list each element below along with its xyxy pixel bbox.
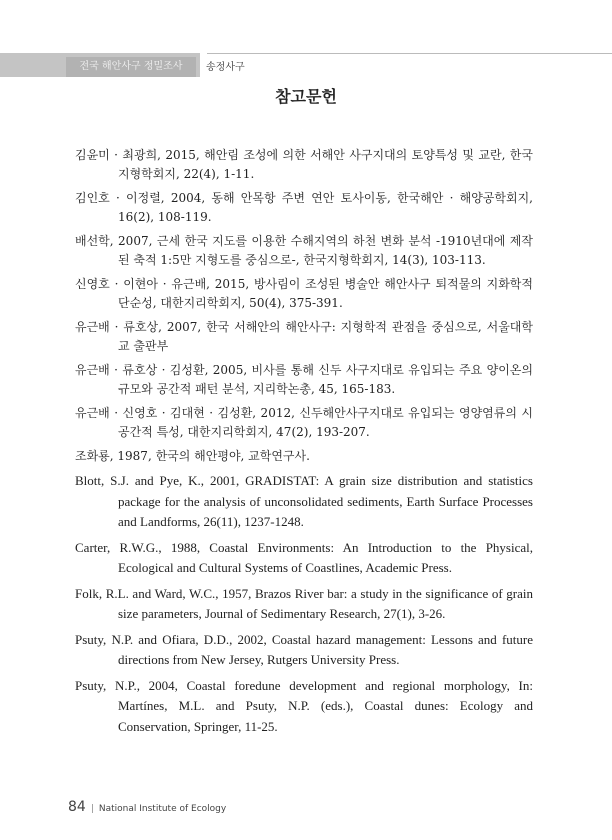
page-title: 참고문헌 — [275, 87, 337, 106]
reference-item: 유근배 · 신영호 · 김대현 · 김성환, 2012, 신두해안사구지대로 유입되는 영양염류의 시공간적 특성, 대한지리학회지, 47(2), 193-207. — [75, 406, 533, 439]
reference-item: 조화룡, 1987, 한국의 해안평야, 교학연구사. — [75, 449, 310, 463]
section-title: 송정사구 — [206, 62, 245, 73]
reference-item: 김인호 · 이정렬, 2004, 동해 안목항 주변 연안 토사이동, 한국해안 · 해양공학회지, 16(2), 108-119. — [75, 191, 533, 224]
reference-item: Psuty, N.P., 2004, Coastal foredune development and regional morphology, In: Martínes, M.L. and Psuty, N.P. (eds.), Coastal dunes: Ecology and Conservation, Springer, 11-25. — [75, 677, 533, 734]
reference-item: 유근배 · 류호상 · 김성환, 2005, 비사를 통해 신두 사구지대로 유입되는 주요 양이온의 규모와 공간적 패턴 분석, 지리학논총, 45, 165-183. — [75, 363, 533, 396]
reference-item: Blott, S.J. and Pye, K., 2001, GRADISTAT: A grain size distribution and statistics package for the analysis of unconsolidated sediments, Earth Surface Processes and Landforms, 26(11), 1237-1248. — [75, 473, 533, 529]
page-content — [68, 146, 533, 818]
reference-item: 김윤미 · 최광희, 2015, 해안림 조성에 의한 서해안 사구지대의 토양특성 및 교란, 한국지형학회지, 22(4), 1-11. — [75, 148, 533, 181]
reference-item: 신영호 · 이현아 · 유근배, 2015, 방사림이 조성된 병술안 해안사구 퇴적물의 지화학적 단순성, 대한지리학회지, 50(4), 375-391. — [75, 277, 533, 310]
reference-item: 유근배 · 류호상, 2007, 한국 서해안의 해안사구: 지형학적 관점을 중심으로, 서울대학교 출판부 — [75, 320, 533, 353]
footer-separator: | — [90, 804, 94, 814]
page-number: 84 — [68, 799, 86, 815]
reference-list — [75, 146, 533, 742]
reference-item: Psuty, N.P. and Ofiara, D.D., 2002, Coastal hazard management: Lessons and future directions from New Jersey, Rutgers University Press. — [75, 631, 533, 667]
organization-name: National Institute of Ecology — [98, 804, 227, 814]
page-footer — [68, 787, 533, 818]
reference-item: 배선학, 2007, 근세 한국 지도를 이용한 수해지역의 하천 변화 분석 -1910년대에 제작된 축적 1:5만 지형도를 중심으로-, 한국지형학회지, 14(3), 103-113. — [75, 234, 533, 267]
reference-item: Folk, R.L. and Ward, W.C., 1957, Brazos River bar: a study in the significance of grain size parameters, Journal of Sedimentary Research, 27(1), 3-26. — [75, 585, 533, 621]
header-rule — [207, 53, 612, 54]
reference-item: Carter, R.W.G., 1988, Coastal Environments: An Introduction to the Physical, Ecological and Cultural Systems of Coastlines, Academic Press. — [75, 539, 533, 575]
book-title: 전국 해안사구 정밀조사 — [66, 57, 196, 77]
